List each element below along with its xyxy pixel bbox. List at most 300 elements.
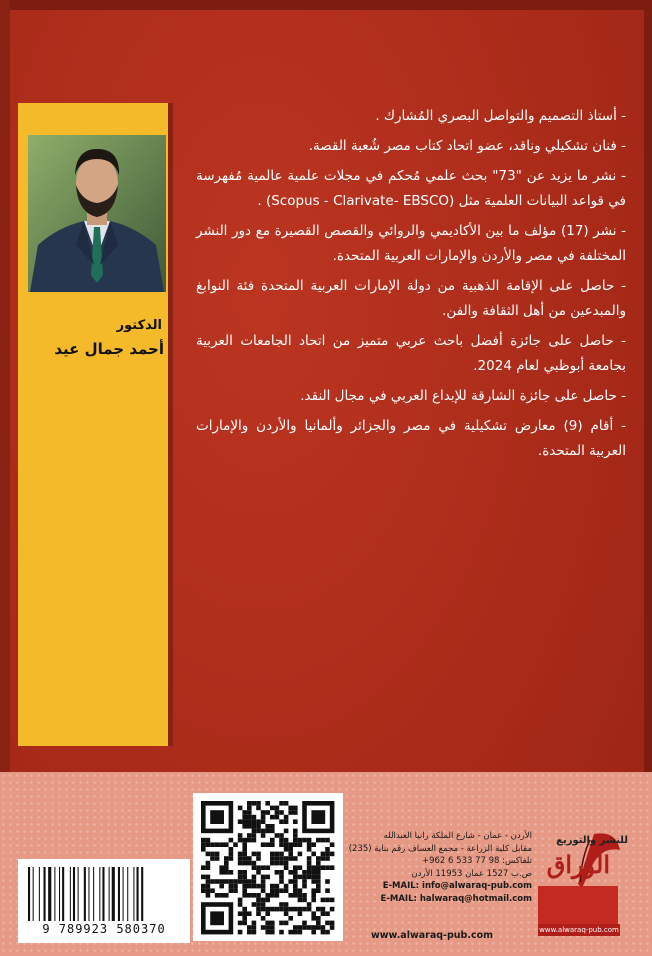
qr-module	[311, 898, 316, 903]
qr-module	[247, 856, 252, 861]
qr-module	[206, 861, 211, 866]
qr-module	[330, 925, 335, 930]
qr-module	[279, 852, 284, 857]
qr-module	[265, 925, 270, 930]
qr-module	[261, 829, 266, 834]
qr-module	[311, 911, 316, 916]
qr-module	[261, 925, 266, 930]
barcode-bar	[44, 867, 46, 921]
qr-module	[288, 810, 293, 815]
qr-module	[265, 842, 270, 847]
qr-module	[265, 921, 270, 926]
qr-module	[247, 893, 252, 898]
qr-module	[279, 902, 284, 907]
qr-module	[256, 824, 261, 829]
qr-module	[293, 870, 298, 875]
qr-module	[275, 856, 280, 861]
qr-module	[316, 861, 321, 866]
qr-module	[219, 884, 224, 889]
qr-module	[233, 842, 238, 847]
qr-module	[242, 875, 247, 880]
qr-module	[311, 916, 316, 921]
bio-item: - حاصل على جائزة أفضل باحث عربي متميز من اتحاد الجامعات العربية بجامعة أبوظبي لعام 2024.	[196, 333, 626, 374]
qr-module	[279, 801, 284, 806]
qr-finder	[210, 810, 224, 824]
email-line: E-MAIL: info@alwaraq-pub.com	[382, 881, 532, 891]
qr-module	[265, 893, 270, 898]
qr-module	[247, 815, 252, 820]
qr-module	[261, 902, 266, 907]
qr-module	[215, 842, 220, 847]
qr-module	[279, 810, 284, 815]
qr-module	[238, 806, 243, 811]
author-portrait	[28, 135, 166, 292]
qr-module	[201, 838, 206, 843]
barcode-bar	[28, 867, 30, 921]
qr-module	[252, 930, 257, 935]
qr-module	[270, 824, 275, 829]
qr-module	[279, 930, 284, 935]
qr-module	[261, 875, 266, 880]
qr-module	[325, 911, 330, 916]
email-line: E-MAIL: halwaraq@hotmail.com	[380, 893, 532, 904]
qr-module	[279, 921, 284, 926]
qr-module	[279, 856, 284, 861]
qr-module	[242, 856, 247, 861]
qr-module	[252, 875, 257, 880]
qr-module	[307, 856, 312, 861]
qr-module	[252, 861, 257, 866]
qr-module	[325, 898, 330, 903]
qr-module	[252, 815, 257, 820]
barcode-bar	[88, 867, 89, 921]
address-line: تلفاكس: 98 77 533 6 962+	[421, 856, 532, 866]
qr-module	[275, 815, 280, 820]
qr-module	[293, 838, 298, 843]
barcode-bar	[33, 867, 34, 921]
qr-module	[261, 819, 266, 824]
qr-module	[206, 893, 211, 898]
qr-module	[256, 801, 261, 806]
qr-module	[293, 833, 298, 838]
barcode-bar	[78, 867, 79, 921]
author-title: الدكتور	[116, 318, 162, 333]
qr-module	[265, 898, 270, 903]
qr-module	[206, 838, 211, 843]
qr-module	[242, 921, 247, 926]
qr-module	[242, 819, 247, 824]
publisher-contact	[342, 830, 532, 905]
qr-module	[298, 907, 303, 912]
qr-module	[238, 856, 243, 861]
qr-module	[293, 829, 298, 834]
qr-module	[330, 852, 335, 857]
qr-module	[219, 865, 224, 870]
qr-module	[311, 893, 316, 898]
qr-module	[252, 925, 257, 930]
qr-module	[270, 930, 275, 935]
qr-module	[311, 930, 316, 935]
bio-item: - أقام (9) معارض تشكيلية في مصر والجزائر وألمانيا والأردن والإمارات العربية المتحدة.	[196, 418, 626, 459]
qr-module	[288, 842, 293, 847]
qr-module	[279, 861, 284, 866]
qr-module	[284, 847, 289, 852]
qr-module	[288, 879, 293, 884]
qr-module	[293, 865, 298, 870]
qr-module	[316, 884, 321, 889]
barcode-bar	[123, 867, 124, 921]
qr-module	[256, 829, 261, 834]
qr-module	[247, 806, 252, 811]
qr-module	[247, 925, 252, 930]
qr-module	[302, 884, 307, 889]
qr-module	[279, 888, 284, 893]
publisher-name: الوراق	[546, 850, 610, 879]
publisher-tagline: للنشر والتوزيع	[556, 835, 628, 846]
qr-module	[270, 884, 275, 889]
qr-module	[316, 916, 321, 921]
qr-module	[206, 888, 211, 893]
qr-finder	[210, 911, 224, 925]
qr-module	[242, 861, 247, 866]
qr-module	[242, 884, 247, 889]
qr-module	[288, 870, 293, 875]
qr-module	[219, 870, 224, 875]
qr-module	[270, 888, 275, 893]
qr-module	[242, 842, 247, 847]
barcode-bar	[99, 867, 100, 921]
author-panel-shadow	[168, 103, 173, 746]
qr-module	[224, 842, 229, 847]
qr-module	[279, 842, 284, 847]
qr-module	[325, 838, 330, 843]
qr-module	[284, 819, 289, 824]
qr-module	[298, 875, 303, 880]
qr-module	[293, 842, 298, 847]
publisher-website: www.alwaraq-pub.com	[370, 930, 494, 941]
qr-module	[307, 842, 312, 847]
qr-module	[206, 884, 211, 889]
qr-module	[215, 879, 220, 884]
qr-module	[238, 898, 243, 903]
qr-module	[261, 865, 266, 870]
barcode-bar	[137, 867, 139, 921]
qr-module	[252, 833, 257, 838]
qr-module	[302, 870, 307, 875]
barcode-bar	[127, 867, 128, 921]
barcode-bar	[109, 867, 110, 921]
qr-module	[242, 893, 247, 898]
qr-module	[238, 870, 243, 875]
qr-module	[325, 856, 330, 861]
qr-module	[265, 907, 270, 912]
qr-module	[330, 865, 335, 870]
qr-module	[270, 893, 275, 898]
qr-module	[311, 879, 316, 884]
qr-module	[247, 838, 252, 843]
qr-module	[307, 870, 312, 875]
qr-module	[302, 875, 307, 880]
qr-module	[210, 852, 215, 857]
qr-module	[270, 856, 275, 861]
qr-module	[242, 810, 247, 815]
qr-module	[307, 925, 312, 930]
qr-module	[252, 819, 257, 824]
qr-module	[229, 856, 234, 861]
qr-module	[316, 907, 321, 912]
barcode-bar	[141, 867, 143, 921]
cover-top-edge	[0, 0, 652, 10]
qr-module	[229, 852, 234, 857]
qr-module	[242, 888, 247, 893]
qr-module	[201, 875, 206, 880]
qr-module	[210, 879, 215, 884]
qr-module	[284, 815, 289, 820]
barcode-bar	[59, 867, 60, 921]
qr-module	[242, 815, 247, 820]
qr-module	[293, 930, 298, 935]
address-line: الأردن - عمان - شارع الملكة رانيا العبدالله	[383, 831, 532, 841]
qr-module	[252, 838, 257, 843]
qr-module	[233, 884, 238, 889]
qr-module	[238, 819, 243, 824]
barcode-bar	[54, 867, 55, 921]
qr-module	[270, 861, 275, 866]
qr-module	[265, 810, 270, 815]
qr-module	[261, 907, 266, 912]
qr-module	[311, 875, 316, 880]
qr-module	[224, 861, 229, 866]
barcode-bar	[48, 867, 51, 921]
qr-module	[265, 865, 270, 870]
qr-module	[284, 888, 289, 893]
qr-module	[330, 907, 335, 912]
qr-module	[256, 911, 261, 916]
barcode-bars	[28, 867, 180, 921]
qr-module	[233, 888, 238, 893]
qr-module	[325, 921, 330, 926]
qr-module	[275, 888, 280, 893]
qr-module	[298, 838, 303, 843]
qr-module	[316, 870, 321, 875]
qr-module	[201, 884, 206, 889]
qr-module	[206, 875, 211, 880]
qr-module	[238, 852, 243, 857]
qr-code-pattern	[193, 793, 343, 941]
qr-module	[256, 870, 261, 875]
qr-module	[224, 879, 229, 884]
qr-module	[293, 810, 298, 815]
qr-module	[252, 893, 257, 898]
qr-module	[247, 801, 252, 806]
qr-module	[284, 829, 289, 834]
qr-module	[238, 930, 243, 935]
qr-module	[242, 911, 247, 916]
bio-item: - حاصل على الإقامة الذهبية من دولة الإمارات العربية المتحدة فئة النوابغ والمبدعين من أهل الثقافة والفن.	[196, 278, 626, 319]
qr-module	[284, 842, 289, 847]
qr-module	[261, 833, 266, 838]
qr-module	[238, 879, 243, 884]
qr-module	[330, 921, 335, 926]
qr-module	[219, 879, 224, 884]
qr-module	[256, 856, 261, 861]
qr-module	[265, 801, 270, 806]
qr-module	[288, 907, 293, 912]
qr-module	[284, 801, 289, 806]
qr-module	[307, 861, 312, 866]
qr-module	[224, 856, 229, 861]
qr-module	[316, 875, 321, 880]
qr-module	[242, 847, 247, 852]
qr-module	[210, 842, 215, 847]
qr-module	[270, 829, 275, 834]
qr-module	[238, 833, 243, 838]
qr-module	[265, 829, 270, 834]
qr-module	[316, 888, 321, 893]
qr-module	[293, 907, 298, 912]
qr-module	[252, 801, 257, 806]
barcode-bar	[118, 867, 120, 921]
qr-module	[321, 865, 326, 870]
qr-module	[325, 852, 330, 857]
qr-module	[270, 815, 275, 820]
qr-module	[316, 925, 321, 930]
qr-module	[321, 930, 326, 935]
qr-module	[279, 838, 284, 843]
barcode-bar	[93, 867, 94, 921]
qr-module	[316, 921, 321, 926]
qr-module	[288, 852, 293, 857]
qr-module	[311, 888, 316, 893]
qr-module	[242, 838, 247, 843]
qr-module	[288, 930, 293, 935]
bio-item: - نشر (17) مؤلف ما بين الأكاديمي والروائي والقصص القصيرة مع دور النشر المختلفة في مصر والأردن والإمارات العربية المتحدة.	[196, 223, 626, 264]
qr-module	[252, 852, 257, 857]
qr-module	[325, 879, 330, 884]
qr-module	[325, 930, 330, 935]
qr-module	[270, 925, 275, 930]
barcode-bar	[112, 867, 115, 921]
qr-module	[206, 879, 211, 884]
isbn-number: 9 789923 580370	[42, 922, 166, 936]
qr-module	[252, 824, 257, 829]
qr-module	[256, 884, 261, 889]
qr-module	[302, 907, 307, 912]
qr-module	[298, 842, 303, 847]
qr-module	[307, 847, 312, 852]
qr-module	[229, 879, 234, 884]
qr-module	[321, 925, 326, 930]
qr-module	[330, 842, 335, 847]
qr-module	[316, 865, 321, 870]
qr-module	[238, 921, 243, 926]
qr-module	[293, 884, 298, 889]
qr-module	[252, 884, 257, 889]
qr-module	[201, 888, 206, 893]
bio-item: - أستاذ التصميم والتواصل البصري المُشارك .	[375, 108, 626, 124]
qr-module	[321, 856, 326, 861]
qr-module	[302, 879, 307, 884]
qr-module	[229, 847, 234, 852]
qr-module	[256, 819, 261, 824]
qr-module	[261, 884, 266, 889]
qr-module	[279, 875, 284, 880]
qr-module	[238, 911, 243, 916]
qr-module	[247, 884, 252, 889]
qr-module	[330, 898, 335, 903]
qr-module	[229, 884, 234, 889]
qr-module	[215, 856, 220, 861]
qr-module	[215, 893, 220, 898]
qr-module	[321, 907, 326, 912]
qr-module	[229, 888, 234, 893]
qr-module	[298, 852, 303, 857]
qr-module	[247, 861, 252, 866]
qr-module	[201, 842, 206, 847]
qr-module	[293, 806, 298, 811]
bio-item: - نشر ما يزيد عن "73" بحث علمي مُحكم في مجلات علمية عالمية مُفهرسة في قواعد البيانات العلمية مثل (Scopus - Clarivate- EBSCO) .	[196, 168, 626, 209]
qr-module	[256, 893, 261, 898]
qr-module	[233, 879, 238, 884]
qr-module	[247, 911, 252, 916]
isbn-barcode	[18, 859, 190, 943]
qr-module	[261, 842, 266, 847]
qr-module	[238, 861, 243, 866]
qr-module	[252, 879, 257, 884]
qr-module	[242, 852, 247, 857]
qr-code	[193, 793, 343, 941]
qr-module	[302, 898, 307, 903]
publisher-logo-url: www.alwaraq-pub.com	[539, 926, 619, 934]
qr-module	[238, 875, 243, 880]
qr-module	[238, 838, 243, 843]
qr-module	[325, 888, 330, 893]
qr-module	[261, 916, 266, 921]
qr-module	[242, 870, 247, 875]
qr-module	[275, 833, 280, 838]
qr-module	[298, 898, 303, 903]
qr-module	[261, 888, 266, 893]
qr-module	[284, 856, 289, 861]
qr-module	[247, 824, 252, 829]
qr-module	[284, 921, 289, 926]
qr-module	[284, 884, 289, 889]
qr-module	[298, 925, 303, 930]
qr-module	[284, 861, 289, 866]
qr-module	[288, 847, 293, 852]
qr-module	[252, 921, 257, 926]
qr-module	[275, 870, 280, 875]
qr-module	[256, 907, 261, 912]
qr-module	[252, 865, 257, 870]
qr-module	[321, 898, 326, 903]
qr-module	[210, 856, 215, 861]
qr-module	[279, 879, 284, 884]
qr-module	[284, 838, 289, 843]
qr-module	[275, 806, 280, 811]
qr-module	[321, 838, 326, 843]
qr-module	[238, 902, 243, 907]
qr-module	[256, 852, 261, 857]
barcode-bar	[70, 867, 71, 921]
qr-module	[247, 879, 252, 884]
qr-module	[279, 907, 284, 912]
qr-module	[298, 911, 303, 916]
qr-finder	[311, 810, 325, 824]
barcode-bar	[62, 867, 64, 921]
qr-module	[321, 911, 326, 916]
qr-module	[307, 875, 312, 880]
